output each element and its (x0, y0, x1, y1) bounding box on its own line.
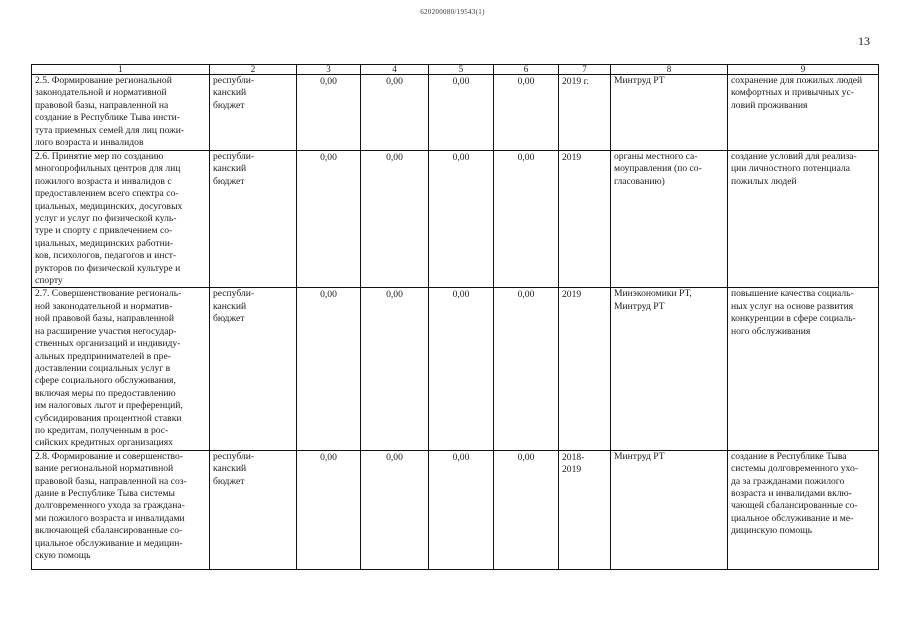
amount-cell: 0,00 (429, 450, 494, 569)
table-row (32, 151, 879, 288)
funding-source-cell: республи- канский бюджет (210, 151, 297, 288)
column-number: 3 (297, 65, 361, 75)
expected-result-cell: создание в Республике Тыва системы долговременного ухо- да за гражданами пожилого возраста и инвалидами вклю- чающей сбалансированные со- циальное обслуживание и ме- дицинскую помощь (728, 450, 879, 569)
amount-cell: 0,00 (297, 450, 361, 569)
column-number: 5 (429, 65, 494, 75)
expected-result-cell: повышение качества социаль- ных услуг на основе развития конкуренции в сфере социаль- ного обслуживания (728, 288, 879, 450)
amount-cell: 0,00 (429, 151, 494, 288)
amount-cell: 0,00 (494, 151, 559, 288)
executor-cell: Минтруд РТ (611, 75, 728, 151)
amount-cell: 0,00 (361, 151, 429, 288)
executor-cell: органы местного са- моуправления (по со- гласованию) (611, 151, 728, 288)
funding-source-cell: республи- канский бюджет (210, 75, 297, 151)
page-number: 13 (858, 34, 870, 48)
amount-cell: 0,00 (361, 288, 429, 450)
column-number: 1 (32, 65, 210, 75)
amount-cell: 0,00 (494, 450, 559, 569)
amount-cell: 0,00 (494, 288, 559, 450)
amount-cell: 0,00 (361, 450, 429, 569)
executor-cell: Минэкономики РТ, Минтруд РТ (611, 288, 728, 450)
column-number: 8 (611, 65, 728, 75)
measures-table-container (31, 64, 878, 570)
expected-result-cell: создание условий для реализа- ции личностного потенциала пожилых людей (728, 151, 879, 288)
table-row (32, 450, 879, 569)
amount-cell: 0,00 (297, 75, 361, 151)
term-cell: 2019 (559, 151, 611, 288)
term-cell: 2018- 2019 (559, 450, 611, 569)
table-row (32, 75, 879, 151)
column-number: 9 (728, 65, 879, 75)
amount-cell: 0,00 (494, 75, 559, 151)
amount-cell: 0,00 (361, 75, 429, 151)
event-cell: 2.7. Совершенствование региональ- ной законодательной и норматив- ной правовой базы, направленной на расширение участия негосудар- ственных организаций и индивиду- альных предпринимателей в пре- доставлении социальных услуг в сфере социального обслуживания, включая меры по предоставлению им налоговых льгот и преференций, субсидирования процентной ставки по кредитам, полученным в рос- сийских кредитных организациях (32, 288, 210, 450)
document-code: 620200080/19543(1) (420, 8, 485, 16)
amount-cell: 0,00 (429, 288, 494, 450)
column-number-row (32, 65, 879, 75)
column-number: 4 (361, 65, 429, 75)
event-cell: 2.8. Формирование и совершенство- вание региональной нормативной правовой базы, направленной на соз- дание в Республике Тыва системы долговременного ухода за граждана- ми пожилого возраста и инвалидами включающей сбалансированные со- циальное обслуживание и медицин- скую помощь (32, 450, 210, 569)
term-cell: 2019 г. (559, 75, 611, 151)
column-number: 7 (559, 65, 611, 75)
funding-source-cell: республи- канский бюджет (210, 288, 297, 450)
amount-cell: 0,00 (429, 75, 494, 151)
term-cell: 2019 (559, 288, 611, 450)
amount-cell: 0,00 (297, 288, 361, 450)
executor-cell: Минтруд РТ (611, 450, 728, 569)
measures-table (31, 64, 879, 570)
table-row (32, 288, 879, 450)
column-number: 6 (494, 65, 559, 75)
event-cell: 2.6. Принятие мер по созданию многопрофильных центров для лиц пожилого возраста и инвалидов с предоставлением всего спектра со- циальных, медицинских, досуговых услуг и услуг по физической куль- туре и спорту с привлечением со- циальных, медицинских работни- ков, психологов, педагогов и инст- рукторов по физической культуре и спорту (32, 151, 210, 288)
amount-cell: 0,00 (297, 151, 361, 288)
event-cell: 2.5. Формирование региональной законодательной и нормативной правовой базы, направленной на создание в Республике Тыва инсти- тута приемных семей для лиц пожи- лого возраста и инвалидов (32, 75, 210, 151)
funding-source-cell: республи- канский бюджет (210, 450, 297, 569)
column-number: 2 (210, 65, 297, 75)
expected-result-cell: сохранение для пожилых людей комфортных и привычных ус- ловий проживания (728, 75, 879, 151)
